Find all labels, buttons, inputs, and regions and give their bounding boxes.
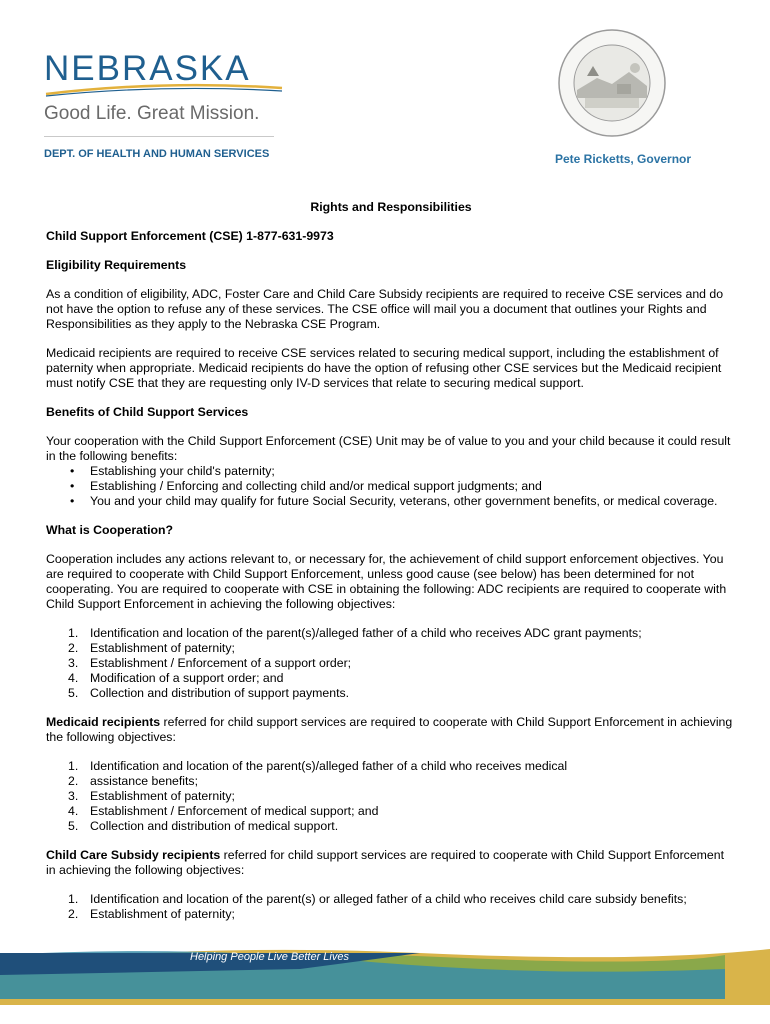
list-item: 5. Collection and distribution of support payments. <box>68 686 350 700</box>
list-item: • Establishing your child's paternity; <box>46 464 736 479</box>
footer-landscape-band <box>0 935 770 1005</box>
benefits-list <box>46 464 736 509</box>
list-item: 4. Modification of a support order; and <box>68 671 284 685</box>
logo-tagline: Good Life. Great Mission. <box>44 103 260 124</box>
ccs-objectives-list <box>46 892 736 922</box>
medicaid-paragraph: Medicaid recipients referred for child support services are required to cooperate with Child Support Enforcement in achieving the following objectives: <box>46 715 733 744</box>
cse-phone-line: Child Support Enforcement (CSE) 1-877-631-9973 <box>46 229 334 243</box>
adc-objectives-list <box>46 626 736 701</box>
eligibility-paragraph-2: Medicaid recipients are required to receive CSE services related to securing medical support, including the establishment of paternity when appropriate. Medicaid recipients do have the option of refusing other CSE services but the Medicaid recipient must notify CSE that they are requesting only IV-D services that relate to securing medical support. <box>46 346 722 390</box>
eligibility-paragraph-1: As a condition of eligibility, ADC, Foster Care and Child Care Subsidy recipients are required to receive CSE services and do not have the option to refuse any of these services. The CSE office will mail you a document that outlines your Rights and Responsibilities as they apply to the Nebraska CSE Program. <box>46 287 724 331</box>
list-item: • Establishing / Enforcing and collecting child and/or medical support judgments; and <box>46 479 736 494</box>
benefits-heading: Benefits of Child Support Services <box>46 405 249 419</box>
document-body <box>46 200 736 936</box>
logo-divider <box>44 136 274 137</box>
cooperation-heading: What is Cooperation? <box>46 523 174 537</box>
medicaid-objectives-list <box>46 759 736 834</box>
logo-swoosh-icon <box>44 82 284 98</box>
list-item: 4. Establishment / Enforcement of medical support; and <box>68 804 379 818</box>
list-item: 1. Identification and location of the parent(s)/alleged father of a child who receives medical <box>68 759 568 773</box>
cooperation-paragraph: Cooperation includes any actions relevant to, or necessary for, the achievement of child support enforcement objectives. You are required to cooperate with Child Support Enforcement, unless good cause (see below) has been determined for not cooperating. You are required to cooperate with CSE in obtaining the following: ADC recipients are required to cooperate with Child Support Enforcement in achieving the following objectives: <box>46 552 727 611</box>
list-item: • You and your child may qualify for future Social Security, veterans, other government benefits, or medical coverage. <box>46 494 736 509</box>
logo-wordmark: NEBRASKA <box>44 49 251 88</box>
state-seal-icon <box>557 28 667 138</box>
list-item: 3. Establishment / Enforcement of a support order; <box>68 656 352 670</box>
child-care-subsidy-paragraph: Child Care Subsidy recipients referred for child support services are required to cooperate with Child Support Enforcement in achieving the following objectives: <box>46 848 725 877</box>
benefits-intro: Your cooperation with the Child Support Enforcement (CSE) Unit may be of value to you and your child because it could result in the following benefits: <box>46 434 731 463</box>
document-title: Rights and Responsibilities <box>310 200 472 214</box>
list-item: 1. Identification and location of the parent(s) or alleged father of a child who receives child care subsidy benefits; <box>68 892 687 906</box>
governor-name: Pete Ricketts, Governor <box>555 152 692 166</box>
list-item: 2. Establishment of paternity; <box>68 641 235 655</box>
list-item: 2. assistance benefits; <box>68 774 199 788</box>
eligibility-heading: Eligibility Requirements <box>46 258 187 272</box>
list-item: 3. Establishment of paternity; <box>68 789 235 803</box>
list-item: 5. Collection and distribution of medical support. <box>68 819 339 833</box>
department-name: DEPT. OF HEALTH AND HUMAN SERVICES <box>44 148 270 160</box>
list-item: 1. Identification and location of the parent(s)/alleged father of a child who receives ADC grant payments; <box>68 626 642 640</box>
list-item: 2. Establishment of paternity; <box>68 907 235 921</box>
footer-slogan: Helping People Live Better Lives <box>190 951 349 963</box>
state-seal <box>557 28 667 138</box>
